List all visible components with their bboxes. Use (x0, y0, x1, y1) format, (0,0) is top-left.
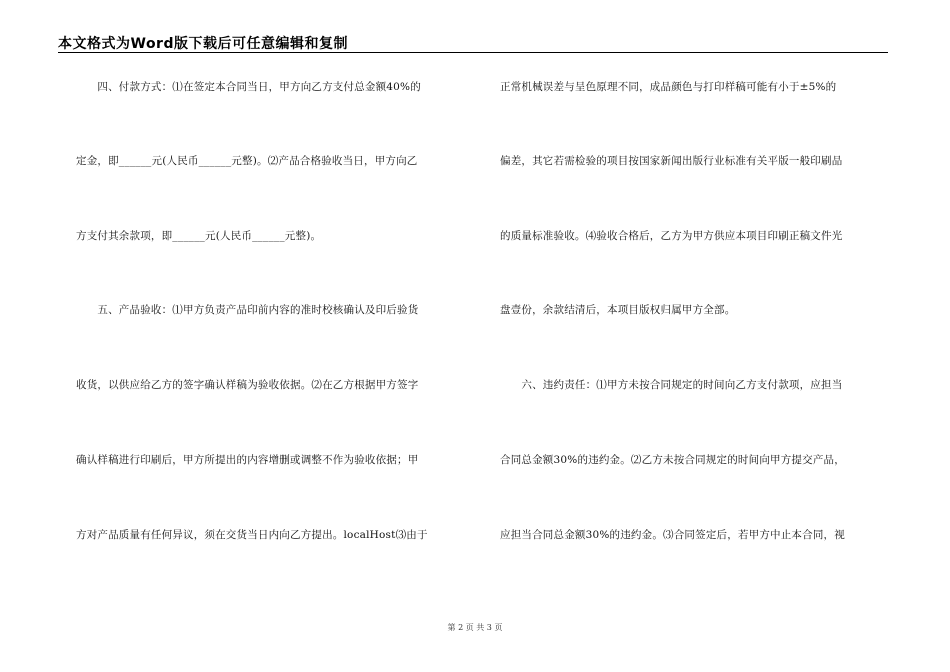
paragraph-line: 收货，以供应给乙方的签字确认样稿为验收依据。⑵在乙方根据甲方签字 (76, 379, 419, 391)
paragraph-line: 偏差，其它若需检验的项目按国家新闻出版行业标准有关平版一般印刷品 (500, 155, 843, 167)
paragraph-line: 盘壹份，余款结清后，本项目版权归属甲方全部。 (500, 304, 736, 316)
document-header-title: 本文格式为Word版下载后可任意编辑和复制 (58, 36, 348, 52)
paragraph-line: 六、违约责任：⑴甲方未按合同规定的时间向乙方支付款项，应担当 (500, 379, 843, 391)
paragraph-line: 正常机械误差与呈色原理不同，成品颜色与打印样稿可能有小于±5%的 (500, 81, 837, 93)
paragraph-line: 的质量标准验收。⑷验收合格后，乙方为甲方供应本项目印刷正稿文件光 (500, 230, 843, 242)
paragraph-line: 四、付款方式：⑴在签定本合同当日，甲方向乙方支付总金额40%的 (76, 81, 421, 93)
paragraph-line: 方支付其余款项，即______元(人民币______元整)。 (76, 230, 322, 242)
page-number-footer: 第 2 页 共 3 页 (447, 623, 503, 632)
paragraph-line: 合同总金额30%的违约金。⑵乙方未按合同规定的时间向甲方提交产品， (500, 454, 845, 466)
paragraph-line: 确认样稿进行印刷后，甲方所提出的内容增删或调整不作为验收依据；甲 (76, 454, 419, 466)
paragraph-line: 五、产品验收：⑴甲方负责产品印前内容的准时校核确认及印后验货 (76, 304, 419, 316)
paragraph-line: 定金，即______元(人民币______元整)。⑵产品合格验收当日，甲方向乙 (76, 155, 418, 167)
paragraph-line: 方对产品质量有任何异议，须在交货当日内向乙方提出。localHost⑶由于 (76, 529, 428, 541)
header-divider (58, 52, 888, 53)
paragraph-line: 应担当合同总金额30%的违约金。⑶合同签定后，若甲方中止本合同，视 (500, 529, 845, 541)
